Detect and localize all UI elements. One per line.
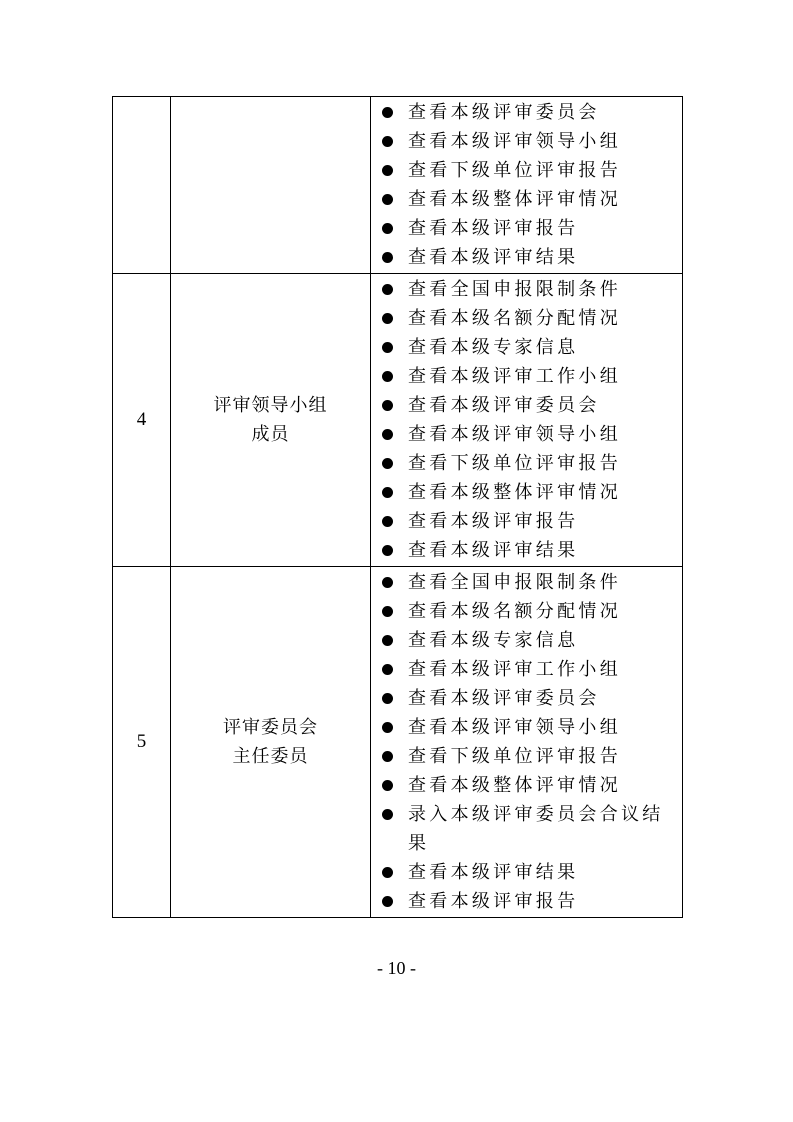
role-name-line: 主任委员 [232, 746, 309, 767]
permission-list [378, 568, 682, 916]
list-item: 查看全国申报限制条件 [378, 275, 682, 304]
list-item: 查看本级名额分配情况 [378, 597, 682, 626]
list-item: 查看本级专家信息 [378, 333, 682, 362]
list-item: 查看本级评审结果 [378, 243, 682, 272]
list-item: 查看本级评审结果 [378, 536, 682, 565]
list-item: 查看本级名额分配情况 [378, 304, 682, 333]
list-item: 查看本级整体评审情况 [378, 185, 682, 214]
row-number [113, 97, 171, 274]
row-number: 5 [113, 567, 171, 918]
role-name [171, 567, 371, 918]
list-item: 查看本级评审领导小组 [378, 713, 682, 742]
list-item: 查看下级单位评审报告 [378, 156, 682, 185]
list-item: 查看本级专家信息 [378, 626, 682, 655]
list-item: 查看本级评审委员会 [378, 391, 682, 420]
role-name [171, 97, 371, 274]
list-item: 查看本级评审结果 [378, 858, 682, 887]
list-item: 查看本级评审报告 [378, 507, 682, 536]
row-number: 4 [113, 274, 171, 567]
table-row [113, 274, 683, 567]
permission-cell [371, 274, 683, 567]
list-item: 查看本级整体评审情况 [378, 478, 682, 507]
list-item: 查看本级评审报告 [378, 887, 682, 916]
table-row [113, 567, 683, 918]
permissions-table [112, 96, 683, 918]
list-item: 查看本级评审工作小组 [378, 362, 682, 391]
table-row [113, 97, 683, 274]
list-item: 查看全国申报限制条件 [378, 568, 682, 597]
role-name-line: 评审委员会 [223, 717, 318, 738]
permission-list [378, 98, 682, 272]
list-item: 查看本级评审工作小组 [378, 655, 682, 684]
list-item: 查看本级评审委员会 [378, 98, 682, 127]
list-item: 查看本级整体评审情况 [378, 771, 682, 800]
role-name-line: 评审领导小组 [213, 395, 328, 416]
list-item: 查看本级评审领导小组 [378, 127, 682, 156]
page-number: - 10 - [377, 958, 416, 978]
permission-cell [371, 97, 683, 274]
role-name-line: 成员 [251, 424, 290, 445]
role-name [171, 274, 371, 567]
permission-cell [371, 567, 683, 918]
list-item: 查看下级单位评审报告 [378, 449, 682, 478]
list-item: 查看下级单位评审报告 [378, 742, 682, 771]
list-item: 查看本级评审领导小组 [378, 420, 682, 449]
list-item: 查看本级评审委员会 [378, 684, 682, 713]
permission-list [378, 275, 682, 565]
list-item: 查看本级评审报告 [378, 214, 682, 243]
list-item: 录入本级评审委员会合议结果 [378, 800, 682, 858]
